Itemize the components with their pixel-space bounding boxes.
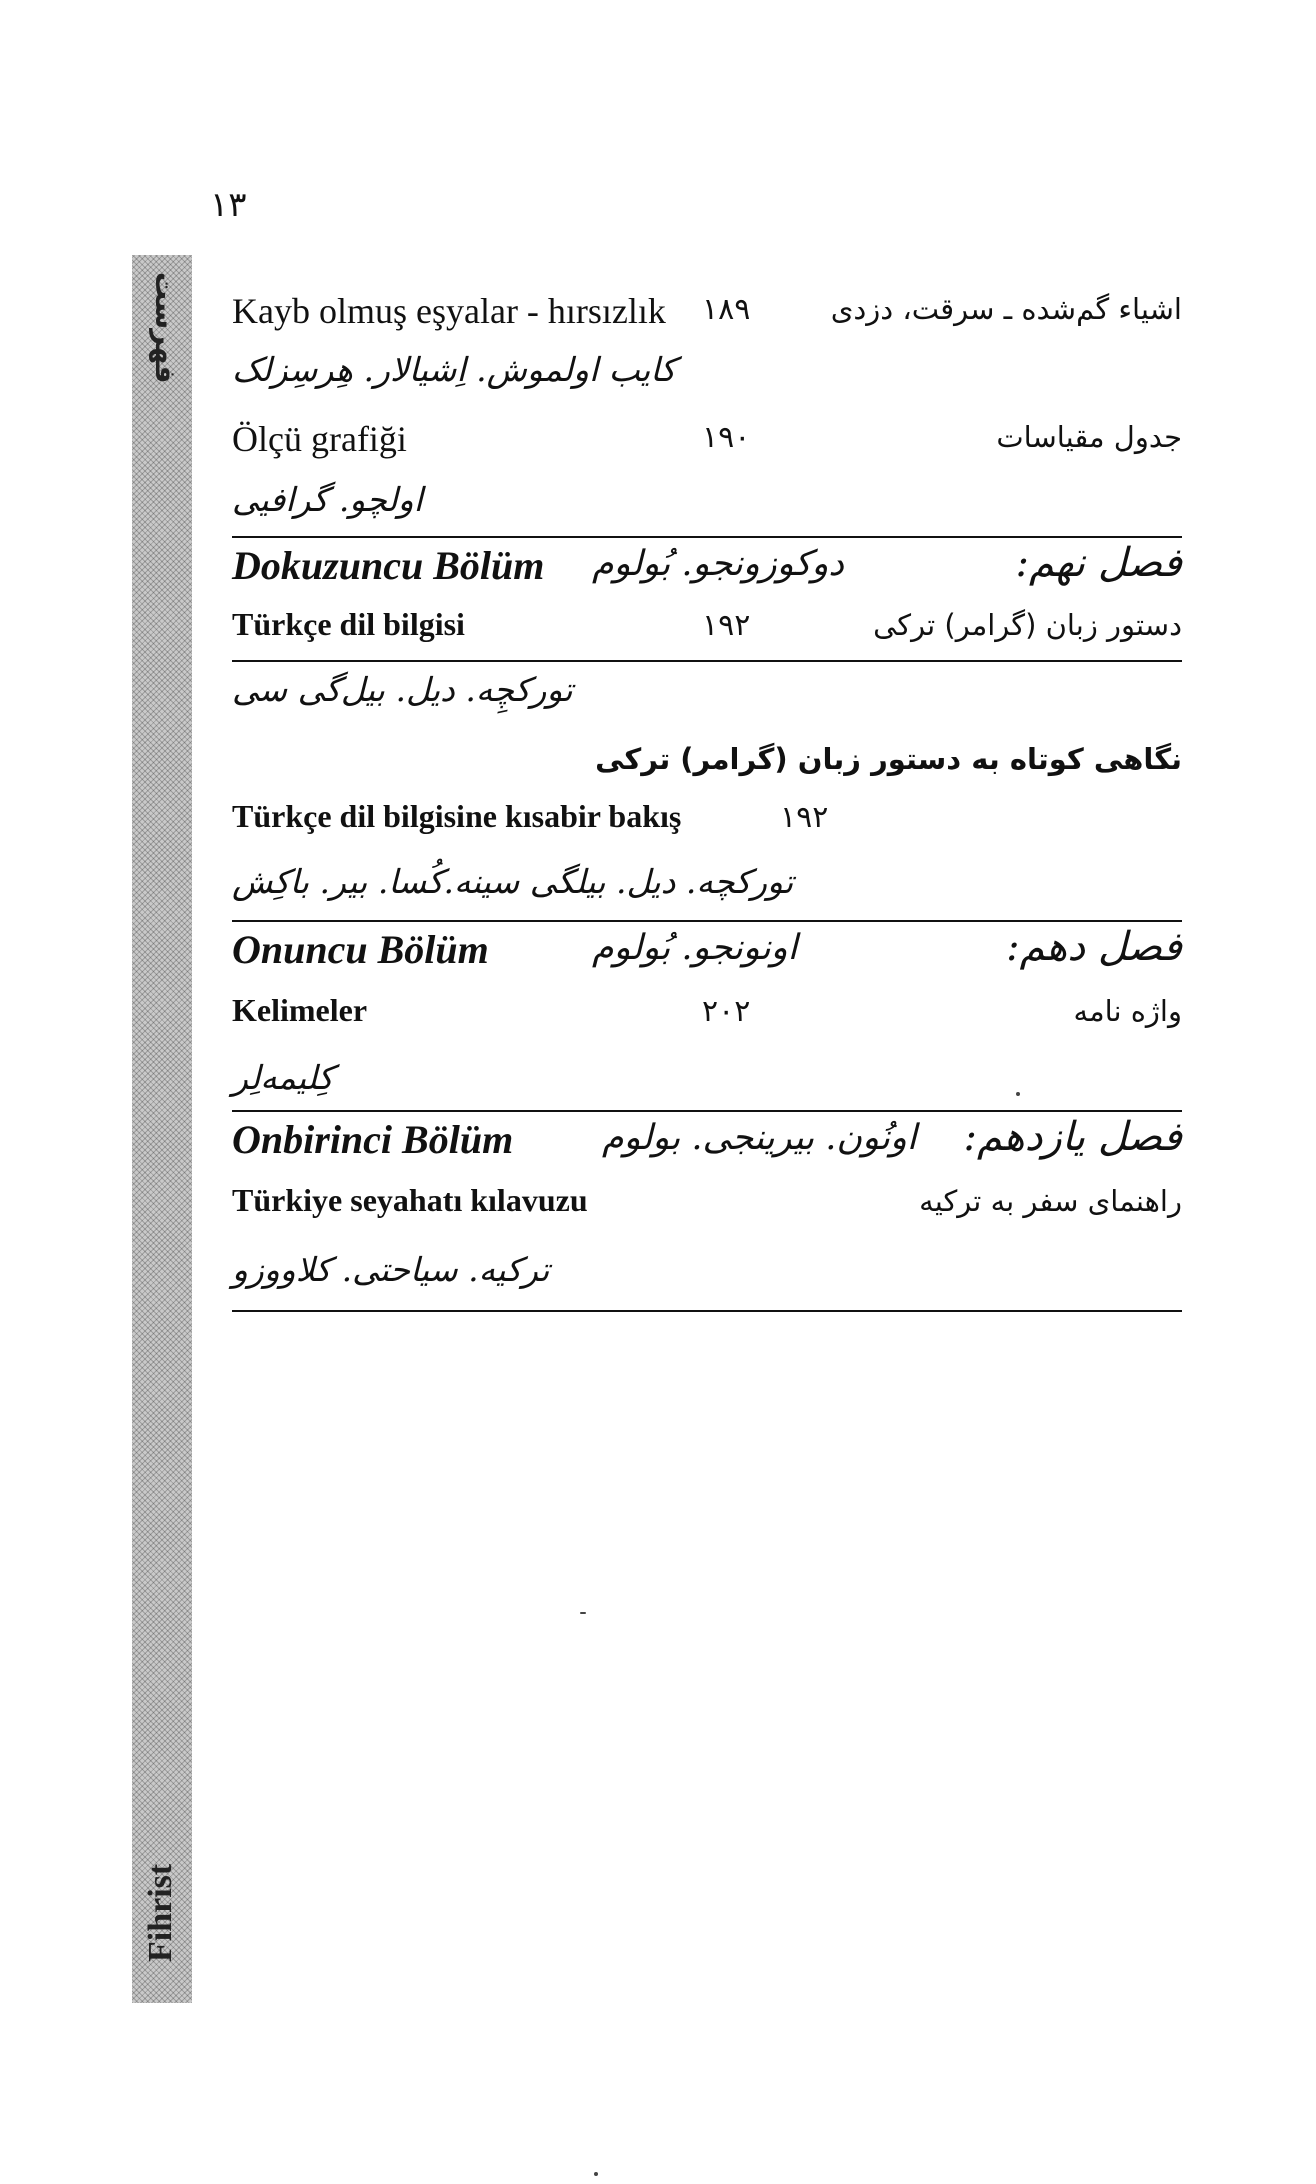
sidebar-label-tr: Fihrist (142, 1863, 179, 1962)
entry-translit: کِلیمه‌لِر (232, 1058, 334, 1097)
entry-page: ۱۸۹ (702, 292, 751, 327)
toc-entry (232, 790, 1182, 850)
chapter-title-translit: اونُون. بیرینجی. بولوم (602, 1118, 917, 1158)
entry-page: ۱۹۰ (702, 420, 751, 455)
entry-translit: تورکچه. دیل. بیلگی سینه.کُسا. بیر. باکِش (232, 862, 794, 901)
chapter-title-tr: Onuncu Bölüm (232, 927, 489, 972)
stray-dot (594, 2172, 598, 2176)
entry-title-tr: Türkçe dil bilgisi (232, 606, 465, 642)
toc-entry (232, 282, 1182, 342)
entry-title-tr: Ölçü grafiği (232, 419, 407, 459)
chapter-title-tr: Dokuzuncu Bölüm (232, 543, 545, 588)
entry-title-tr: Türkçe dil bilgisine kısabir bakış (232, 798, 682, 834)
divider (232, 1310, 1182, 1312)
divider (232, 660, 1182, 662)
entry-title-fa: واژه نامه (1073, 994, 1182, 1028)
entry-translit: کایب اولموش. اِشیالار. هِرسِزلک (232, 350, 677, 389)
chapter-title-translit: اونونجو. بُولوم (592, 928, 798, 968)
chapter-title-fa: فصل یازدهم: (963, 1114, 1182, 1160)
entry-translit: ترکیه. سیاحتی. کلاووزو (232, 1250, 550, 1289)
entry-page: ۲۰۲ (702, 994, 751, 1029)
entry-title-fa: جدول مقیاسات (996, 420, 1182, 454)
entry-title-tr: Türkiye seyahatı kılavuzu (232, 1182, 588, 1218)
toc-entry (232, 1174, 1182, 1234)
chapter-heading (232, 922, 1182, 982)
entry-title-fa: دستور زبان (گرامر) ترکی (873, 608, 1182, 642)
toc-entry-fa-line (232, 732, 1182, 792)
entry-title-fa: راهنمای سفر به ترکیه (919, 1184, 1182, 1218)
entry-title-fa: نگاهی کوتاه به دستور زبان (گرامر) ترکی (595, 742, 1182, 776)
toc-entry (232, 984, 1182, 1044)
entry-title-fa: اشیاء گم‌شده ـ سرقت، دزدی (830, 292, 1182, 326)
stray-dot (1016, 1092, 1020, 1096)
chapter-title-fa: فصل نهم: (1015, 540, 1182, 586)
sidebar-label-fa: فهرست (149, 272, 182, 384)
entry-translit: تورکچِه. دیل. بیل‌گی سی (232, 670, 573, 709)
entry-page: ۱۹۲ (702, 608, 751, 643)
chapter-heading (232, 538, 1182, 598)
toc-entry (232, 598, 1182, 658)
entry-title-tr: Kelimeler (232, 992, 368, 1028)
chapter-heading (232, 1112, 1182, 1172)
entry-title-tr: Kayb olmuş eşyalar - hırsızlık (232, 291, 666, 331)
chapter-title-fa: فصل دهم: (1006, 924, 1182, 970)
chapter-title-translit: دوکوزونجو. بُولوم (592, 544, 844, 584)
entry-translit: اولچو. گرافیی (232, 480, 423, 519)
toc-entry (232, 410, 1182, 470)
chapter-title-tr: Onbirinci Bölüm (232, 1117, 514, 1162)
sidebar-band (132, 255, 192, 2003)
stray-mark (580, 1612, 586, 1614)
entry-page: ۱۹۲ (780, 800, 829, 835)
page-number: ۱۳ (210, 187, 247, 224)
